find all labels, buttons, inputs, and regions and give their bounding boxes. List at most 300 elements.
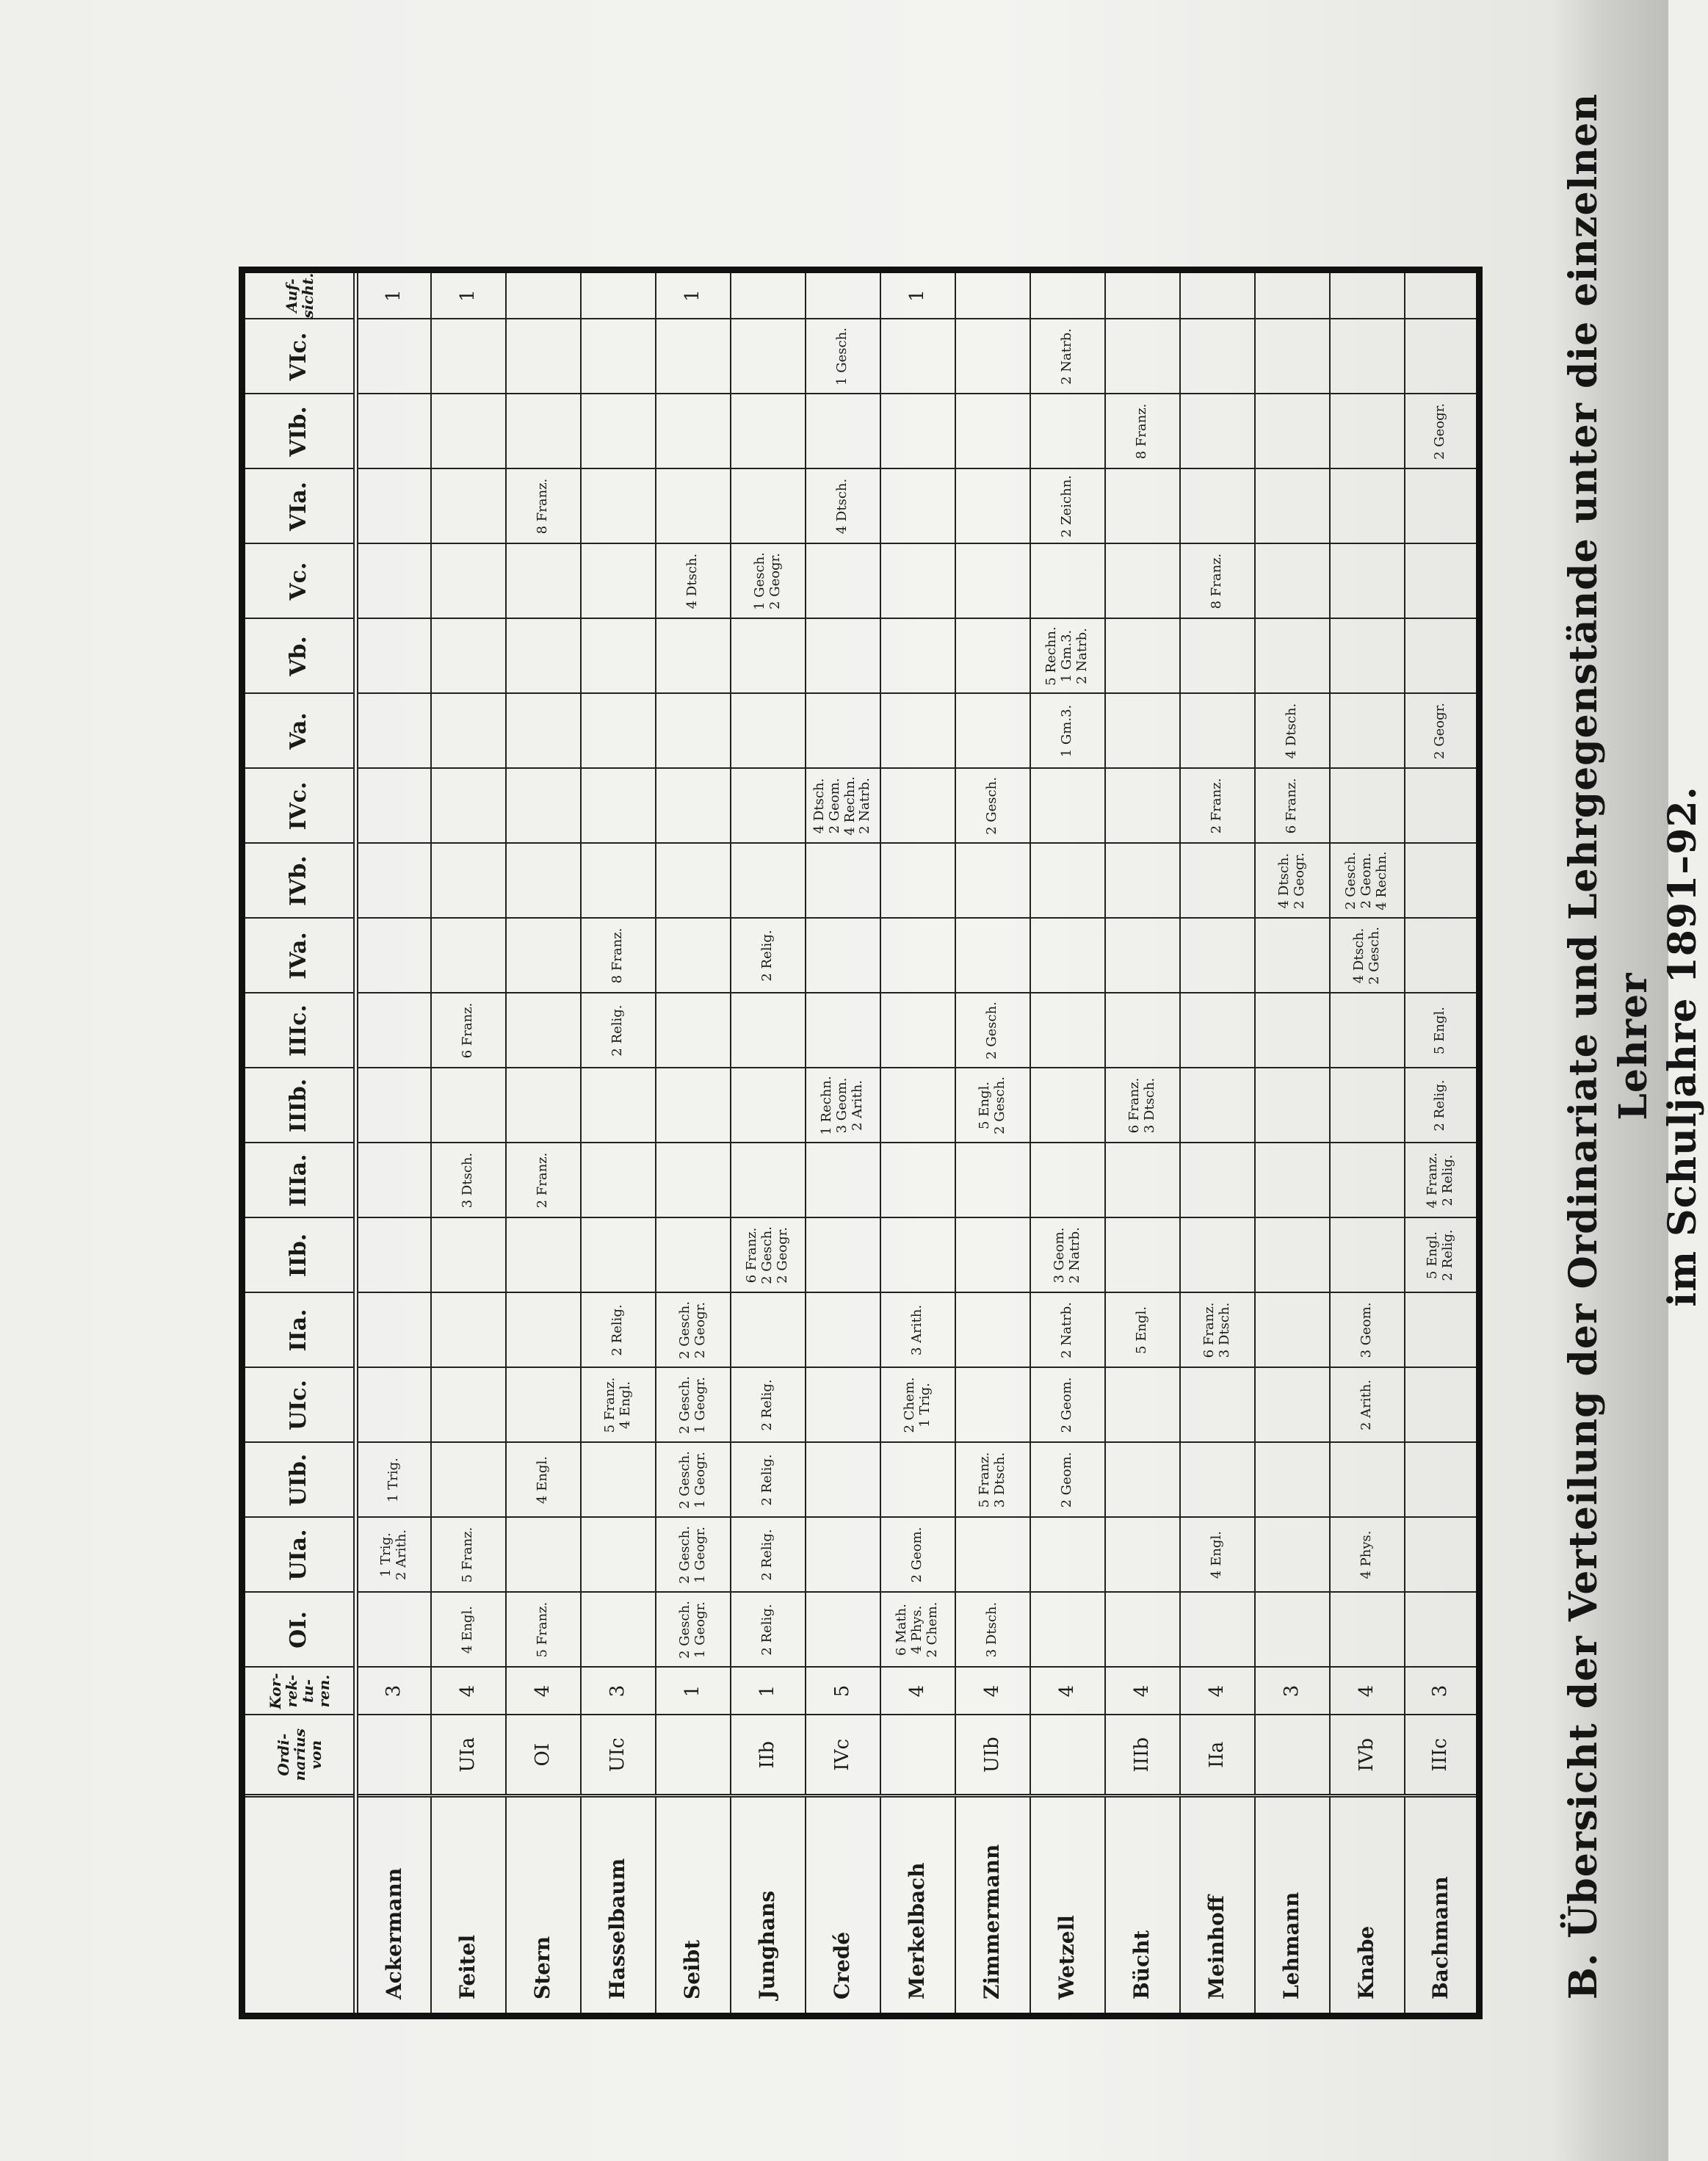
- lesson-cell: [1330, 1443, 1405, 1518]
- lesson-cell: [1105, 1368, 1180, 1443]
- ordinarius-cell: IIa: [1180, 1715, 1255, 1796]
- ordinarius-cell: [356, 1715, 431, 1796]
- lesson-cell: [1030, 769, 1105, 844]
- aufsicht-cell: [806, 269, 880, 319]
- lesson-cell: [1255, 1368, 1330, 1443]
- lesson-cell: 1 Trig. 2 Arith.: [356, 1518, 431, 1593]
- lesson-cell: [1030, 544, 1105, 619]
- lesson-cell: [506, 319, 581, 394]
- lesson-cell: 4 Dtsch. 2 Geogr.: [1255, 844, 1330, 919]
- lesson-cell: [1105, 694, 1180, 769]
- rotated-content: [239, 73, 1706, 2019]
- lesson-cell: 1 Rechn. 3 Geom. 2 Arith.: [806, 1068, 880, 1143]
- korrekturen-cell: 4: [1330, 1668, 1405, 1715]
- lesson-cell: [356, 919, 431, 993]
- lesson-cell: 5 Engl.: [1405, 993, 1480, 1068]
- lesson-cell: [1405, 1518, 1480, 1593]
- lesson-cell: [1405, 844, 1480, 919]
- lesson-cell: [1105, 319, 1180, 394]
- lesson-cell: [806, 919, 880, 993]
- lesson-cell: 8 Franz.: [506, 469, 581, 544]
- korrekturen-cell: 3: [1255, 1668, 1330, 1715]
- lesson-cell: [1105, 1443, 1180, 1518]
- korrekturen-cell: 4: [880, 1668, 955, 1715]
- ordinarius-cell: IVc: [806, 1715, 880, 1796]
- table-row: [1180, 269, 1255, 2016]
- lesson-cell: [1030, 993, 1105, 1068]
- table-row: [1330, 269, 1405, 2016]
- lesson-cell: [581, 619, 656, 694]
- lesson-cell: [1405, 769, 1480, 844]
- lesson-cell: 2 Geom.: [1030, 1443, 1105, 1518]
- lesson-cell: [1255, 1443, 1330, 1518]
- lesson-cell: 3 Arith.: [880, 1293, 955, 1368]
- header-class-ivc: IVc.: [242, 769, 356, 844]
- lesson-cell: [356, 694, 431, 769]
- lesson-cell: [955, 619, 1030, 694]
- lesson-cell: [1405, 1293, 1480, 1368]
- lesson-cell: [880, 544, 955, 619]
- lesson-cell: 5 Franz. 3 Dtsch.: [955, 1443, 1030, 1518]
- lesson-cell: [506, 619, 581, 694]
- lesson-cell: [581, 1068, 656, 1143]
- lesson-cell: 2 Gesch. 2 Geogr.: [656, 1293, 731, 1368]
- ordinarius-cell: [1255, 1715, 1330, 1796]
- korrekturen-cell: 5: [806, 1668, 880, 1715]
- teacher-name: Junghans: [731, 1796, 806, 2016]
- lesson-cell: [880, 919, 955, 993]
- lesson-cell: [581, 394, 656, 469]
- lesson-cell: [1105, 1518, 1180, 1593]
- lesson-cell: 2 Relig.: [581, 993, 656, 1068]
- lesson-cell: [806, 1143, 880, 1218]
- header-teacher: [242, 1796, 356, 2016]
- lesson-cell: [431, 919, 506, 993]
- korrekturen-cell: 4: [955, 1668, 1030, 1715]
- lesson-cell: [1105, 844, 1180, 919]
- table-row: [1405, 269, 1480, 2016]
- lesson-cell: [581, 694, 656, 769]
- lesson-cell: [581, 1593, 656, 1668]
- lesson-cell: [1105, 1143, 1180, 1218]
- aufsicht-cell: [1030, 269, 1105, 319]
- lesson-cell: [656, 1068, 731, 1143]
- lesson-cell: [955, 319, 1030, 394]
- lesson-cell: [356, 993, 431, 1068]
- lesson-cell: [581, 1218, 656, 1293]
- ordinarius-cell: IIIb: [1105, 1715, 1180, 1796]
- lesson-cell: [880, 1218, 955, 1293]
- header-class-iia: IIa.: [242, 1293, 356, 1368]
- lesson-cell: 8 Franz.: [1180, 544, 1255, 619]
- lesson-cell: 4 Dtsch.: [656, 544, 731, 619]
- lesson-cell: [731, 1068, 806, 1143]
- lesson-cell: [1405, 319, 1480, 394]
- lesson-cell: [656, 394, 731, 469]
- lesson-cell: [506, 919, 581, 993]
- header-class-vb: Vb.: [242, 619, 356, 694]
- lesson-cell: [731, 469, 806, 544]
- lesson-cell: [656, 469, 731, 544]
- table-row: [431, 269, 506, 2016]
- lesson-cell: [356, 1143, 431, 1218]
- header-class-iiia: IIIa.: [242, 1143, 356, 1218]
- title-line-2: im Schuljahre 1891–92.: [1660, 786, 1706, 1307]
- lesson-cell: 4 Engl.: [1180, 1518, 1255, 1593]
- lesson-cell: 2 Franz.: [506, 1143, 581, 1218]
- lesson-cell: [1330, 769, 1405, 844]
- lesson-cell: [1255, 1143, 1330, 1218]
- teacher-name: Hasselbaum: [581, 1796, 656, 2016]
- lesson-cell: [431, 1068, 506, 1143]
- teacher-name: Stern: [506, 1796, 581, 2016]
- header-aufsicht: Auf- sicht.: [242, 269, 356, 319]
- lesson-cell: [1180, 1368, 1255, 1443]
- lesson-cell: [880, 694, 955, 769]
- lesson-cell: [356, 319, 431, 394]
- lesson-cell: [1105, 544, 1180, 619]
- ordinarius-cell: IIb: [731, 1715, 806, 1796]
- lesson-cell: [1105, 619, 1180, 694]
- teacher-name: Wetzell: [1030, 1796, 1105, 2016]
- lesson-cell: [506, 1368, 581, 1443]
- header-class-oi: OI.: [242, 1593, 356, 1668]
- lesson-cell: [1405, 544, 1480, 619]
- lesson-cell: 5 Engl. 2 Gesch.: [955, 1068, 1030, 1143]
- lesson-cell: [1255, 1518, 1330, 1593]
- table-row: [581, 269, 656, 2016]
- aufsicht-cell: [1405, 269, 1480, 319]
- lesson-cell: [806, 1368, 880, 1443]
- ordinarius-cell: IIIc: [1405, 1715, 1480, 1796]
- teacher-name: Credé: [806, 1796, 880, 2016]
- lesson-cell: [1330, 694, 1405, 769]
- lesson-cell: 2 Gesch. 1 Geogr.: [656, 1593, 731, 1668]
- korrekturen-cell: 4: [1180, 1668, 1255, 1715]
- lesson-cell: [356, 1593, 431, 1668]
- lesson-cell: [356, 1218, 431, 1293]
- lesson-cell: [1330, 319, 1405, 394]
- lesson-cell: [506, 993, 581, 1068]
- lesson-cell: [506, 1293, 581, 1368]
- header-class-ivb: IVb.: [242, 844, 356, 919]
- lesson-cell: [1330, 1593, 1405, 1668]
- lesson-cell: [1255, 1218, 1330, 1293]
- lesson-cell: [431, 619, 506, 694]
- lesson-cell: 4 Dtsch.: [1255, 694, 1330, 769]
- header-class-vib: VIb.: [242, 394, 356, 469]
- lesson-cell: [1105, 769, 1180, 844]
- teacher-name: Seibt: [656, 1796, 731, 2016]
- lesson-cell: [955, 1518, 1030, 1593]
- korrekturen-cell: 4: [1030, 1668, 1105, 1715]
- lesson-cell: [356, 544, 431, 619]
- lesson-cell: [431, 469, 506, 544]
- lesson-cell: [356, 619, 431, 694]
- lesson-cell: [1180, 319, 1255, 394]
- lesson-cell: 2 Relig.: [731, 1443, 806, 1518]
- lesson-cell: [806, 1593, 880, 1668]
- lesson-cell: [356, 1068, 431, 1143]
- lesson-cell: 4 Engl.: [506, 1443, 581, 1518]
- teacher-name: Feitel: [431, 1796, 506, 2016]
- lesson-cell: 1 Gesch. 2 Geogr.: [731, 544, 806, 619]
- lesson-cell: [1180, 1143, 1255, 1218]
- lesson-cell: [1180, 919, 1255, 993]
- header-class-iiib: IIIb.: [242, 1068, 356, 1143]
- lesson-cell: 2 Relig.: [731, 1593, 806, 1668]
- lesson-cell: [806, 694, 880, 769]
- lesson-cell: [656, 319, 731, 394]
- lesson-cell: [581, 1143, 656, 1218]
- aufsicht-cell: [1180, 269, 1255, 319]
- lesson-cell: [506, 769, 581, 844]
- lesson-cell: [1255, 1593, 1330, 1668]
- table-row: [1105, 269, 1180, 2016]
- lesson-cell: 6 Math. 4 Phys. 2 Chem.: [880, 1593, 955, 1668]
- lesson-cell: [431, 544, 506, 619]
- lesson-cell: [431, 844, 506, 919]
- lesson-cell: [880, 769, 955, 844]
- aufsicht-cell: 1: [356, 269, 431, 319]
- lesson-cell: [581, 769, 656, 844]
- lesson-cell: 2 Gesch. 1 Geogr.: [656, 1368, 731, 1443]
- ordinarius-cell: IVb: [1330, 1715, 1405, 1796]
- lesson-cell: 5 Engl.: [1105, 1293, 1180, 1368]
- lesson-cell: [1255, 919, 1330, 993]
- lesson-cell: [1255, 319, 1330, 394]
- header-class-uib: UIb.: [242, 1443, 356, 1518]
- lesson-cell: [731, 769, 806, 844]
- teacher-name: Zimmermann: [955, 1796, 1030, 2016]
- aufsicht-cell: [506, 269, 581, 319]
- lesson-cell: [1105, 993, 1180, 1068]
- header-class-iiic: IIIc.: [242, 993, 356, 1068]
- lesson-cell: [1105, 919, 1180, 993]
- lesson-cell: 2 Geom.: [880, 1518, 955, 1593]
- lesson-cell: [880, 319, 955, 394]
- table-row: [506, 269, 581, 2016]
- lesson-cell: [955, 394, 1030, 469]
- lesson-cell: [880, 993, 955, 1068]
- lesson-cell: [656, 769, 731, 844]
- aufsicht-cell: [1105, 269, 1180, 319]
- lesson-cell: [581, 469, 656, 544]
- lesson-cell: [1330, 544, 1405, 619]
- lesson-cell: 3 Geom.: [1330, 1293, 1405, 1368]
- title-line-1: B. Übersicht der Verteilung der Ordinariate und Lehrgegenstände unter die einzelnen Lehrer: [1561, 93, 1656, 2000]
- lesson-cell: [1330, 1068, 1405, 1143]
- korrekturen-cell: 3: [356, 1668, 431, 1715]
- lesson-cell: [1255, 993, 1330, 1068]
- lesson-cell: [506, 1218, 581, 1293]
- lesson-cell: 4 Dtsch. 2 Gesch.: [1330, 919, 1405, 993]
- lesson-cell: [955, 1293, 1030, 1368]
- lesson-cell: 2 Geogr.: [1405, 694, 1480, 769]
- lesson-cell: [656, 1143, 731, 1218]
- lesson-cell: [506, 394, 581, 469]
- teacher-name: Merkelbach: [880, 1796, 955, 2016]
- lesson-cell: [806, 993, 880, 1068]
- header-class-iib: IIb.: [242, 1218, 356, 1293]
- header-row: [242, 269, 356, 2016]
- teacher-name: Lehmann: [1255, 1796, 1330, 2016]
- header-korrekturen: Kor- rek- tu- ren.: [242, 1668, 356, 1715]
- lesson-cell: [581, 319, 656, 394]
- lesson-cell: [431, 394, 506, 469]
- lesson-cell: [656, 919, 731, 993]
- lesson-cell: 5 Franz.: [431, 1518, 506, 1593]
- lesson-cell: [656, 844, 731, 919]
- lesson-cell: 2 Gesch. 1 Geogr.: [656, 1518, 731, 1593]
- lesson-cell: [1105, 469, 1180, 544]
- lesson-cell: [880, 394, 955, 469]
- lesson-cell: [880, 469, 955, 544]
- lesson-cell: [1405, 919, 1480, 993]
- table-row: [1030, 269, 1105, 2016]
- korrekturen-cell: 3: [581, 1668, 656, 1715]
- lesson-cell: [1180, 469, 1255, 544]
- lesson-cell: [1330, 394, 1405, 469]
- header-ordinarius: Ordi- narius von: [242, 1715, 356, 1796]
- lesson-cell: 2 Gesch.: [955, 769, 1030, 844]
- teacher-name: Meinhoff: [1180, 1796, 1255, 2016]
- lesson-cell: [356, 1368, 431, 1443]
- lesson-cell: [731, 619, 806, 694]
- page-title: [1559, 73, 1708, 2019]
- korrekturen-cell: 1: [656, 1668, 731, 1715]
- lesson-cell: [1030, 844, 1105, 919]
- lesson-cell: 2 Arith.: [1330, 1368, 1405, 1443]
- lesson-cell: [506, 544, 581, 619]
- lesson-cell: 5 Franz.: [506, 1593, 581, 1668]
- aufsicht-cell: [1330, 269, 1405, 319]
- lesson-cell: 3 Dtsch.: [431, 1143, 506, 1218]
- lesson-cell: [1255, 1068, 1330, 1143]
- lesson-cell: [1180, 1068, 1255, 1143]
- lesson-cell: [1180, 1593, 1255, 1668]
- lesson-cell: [880, 1143, 955, 1218]
- lesson-cell: 2 Geom.: [1030, 1368, 1105, 1443]
- korrekturen-cell: 3: [1405, 1668, 1480, 1715]
- lesson-cell: [955, 1143, 1030, 1218]
- lesson-cell: [1255, 544, 1330, 619]
- lesson-cell: [806, 544, 880, 619]
- table-row: [656, 269, 731, 2016]
- header-class-vic: VIc.: [242, 319, 356, 394]
- lesson-cell: [806, 1218, 880, 1293]
- lesson-cell: [506, 1068, 581, 1143]
- table-row: [356, 269, 431, 2016]
- lesson-cell: [506, 1518, 581, 1593]
- aufsicht-cell: [731, 269, 806, 319]
- lesson-cell: 1 Gm.3.: [1030, 694, 1105, 769]
- lesson-cell: [1030, 919, 1105, 993]
- lesson-cell: [1030, 394, 1105, 469]
- lesson-cell: [955, 919, 1030, 993]
- lesson-cell: [1030, 1068, 1105, 1143]
- lesson-cell: [955, 1218, 1030, 1293]
- lesson-cell: [1180, 619, 1255, 694]
- lesson-cell: [955, 1368, 1030, 1443]
- lesson-cell: [431, 1293, 506, 1368]
- lesson-cell: [1105, 1218, 1180, 1293]
- lesson-cell: [1180, 394, 1255, 469]
- lesson-cell: [731, 1293, 806, 1368]
- lesson-cell: [1405, 1368, 1480, 1443]
- lesson-cell: [356, 769, 431, 844]
- lesson-cell: [1405, 469, 1480, 544]
- lesson-cell: [1180, 844, 1255, 919]
- lesson-cell: 2 Relig.: [731, 919, 806, 993]
- lesson-cell: [955, 544, 1030, 619]
- lesson-cell: [806, 1518, 880, 1593]
- lesson-cell: [806, 1443, 880, 1518]
- lesson-cell: [1255, 469, 1330, 544]
- lesson-cell: [1330, 469, 1405, 544]
- lesson-cell: 5 Franz. 4 Engl.: [581, 1368, 656, 1443]
- lesson-cell: [356, 1293, 431, 1368]
- lesson-cell: [1180, 694, 1255, 769]
- lesson-cell: [431, 319, 506, 394]
- lesson-cell: [1405, 1443, 1480, 1518]
- lesson-cell: 6 Franz. 2 Gesch. 2 Geogr.: [731, 1218, 806, 1293]
- lesson-cell: [431, 1368, 506, 1443]
- lesson-cell: [431, 769, 506, 844]
- lesson-cell: [1180, 1218, 1255, 1293]
- lesson-cell: [356, 844, 431, 919]
- lesson-cell: [731, 844, 806, 919]
- ordinarius-cell: UIa: [431, 1715, 506, 1796]
- lesson-cell: [356, 469, 431, 544]
- lesson-cell: [1405, 619, 1480, 694]
- lesson-cell: 6 Franz.: [431, 993, 506, 1068]
- header-class-va: Va.: [242, 694, 356, 769]
- header-class-iva: IVa.: [242, 919, 356, 993]
- lesson-cell: 3 Geom. 2 Natrb.: [1030, 1218, 1105, 1293]
- lesson-cell: [955, 469, 1030, 544]
- lesson-cell: [880, 619, 955, 694]
- aufsicht-cell: 1: [880, 269, 955, 319]
- ordinarius-cell: UIb: [955, 1715, 1030, 1796]
- teacher-distribution-table: [239, 267, 1483, 2019]
- lesson-cell: [1255, 394, 1330, 469]
- aufsicht-cell: 1: [431, 269, 506, 319]
- lesson-cell: 1 Gesch.: [806, 319, 880, 394]
- lesson-cell: [431, 1218, 506, 1293]
- ordinarius-cell: OI: [506, 1715, 581, 1796]
- aufsicht-cell: [581, 269, 656, 319]
- teacher-name: Bachmann: [1405, 1796, 1480, 2016]
- lesson-cell: 4 Phys.: [1330, 1518, 1405, 1593]
- lesson-cell: [880, 1068, 955, 1143]
- lesson-cell: [1255, 619, 1330, 694]
- lesson-cell: 1 Trig.: [356, 1443, 431, 1518]
- lesson-cell: [955, 694, 1030, 769]
- aufsicht-cell: [1255, 269, 1330, 319]
- korrekturen-cell: 4: [506, 1668, 581, 1715]
- lesson-cell: [656, 1218, 731, 1293]
- lesson-cell: [581, 1443, 656, 1518]
- teacher-name: Bücht: [1105, 1796, 1180, 2016]
- lesson-cell: 5 Engl. 2 Relig.: [1405, 1218, 1480, 1293]
- lesson-cell: [1255, 1293, 1330, 1368]
- lesson-cell: 4 Franz. 2 Relig.: [1405, 1143, 1480, 1218]
- lesson-cell: [656, 694, 731, 769]
- header-class-via: VIa.: [242, 469, 356, 544]
- lesson-cell: [1180, 1443, 1255, 1518]
- lesson-cell: [656, 993, 731, 1068]
